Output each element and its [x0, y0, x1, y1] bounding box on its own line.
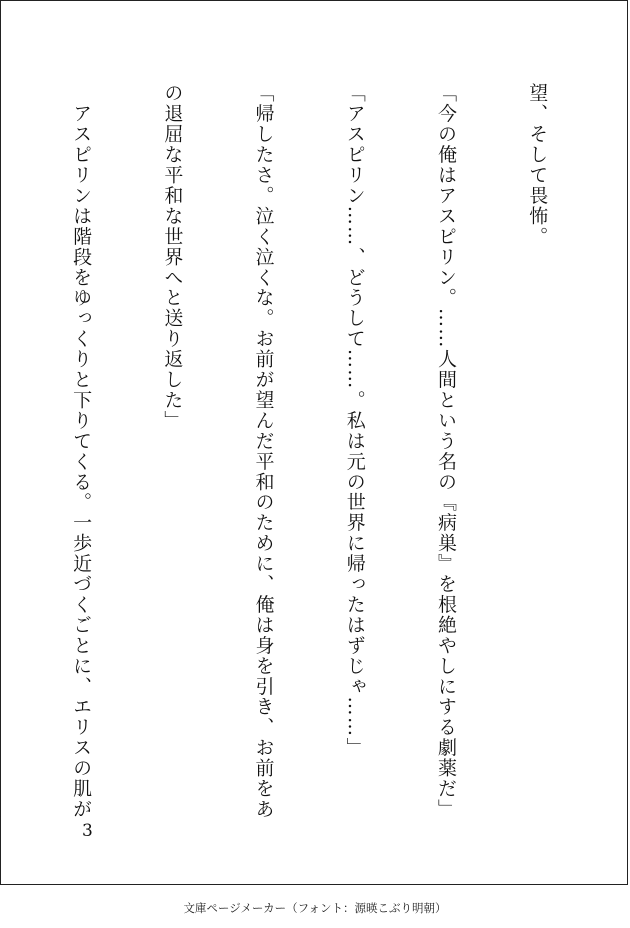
- text-column: 「アスピリン……、どうして……。私は元の世界に帰ったはずじゃ……」: [343, 83, 366, 758]
- footer-credit: 文庫ページメーカー（フォント：源暎こぶり明朝）: [183, 901, 447, 915]
- text-column: 望、そして畏怖。: [526, 83, 549, 247]
- text-column: 「今の俺はアスピリン。……人間という名の『病巣』を根絶やしにする劇薬だ」: [434, 83, 457, 820]
- text-column: アスピリンは階段をゆっくりと下りてくる。一歩近づくごとに、エリスの肌が: [70, 83, 93, 820]
- text-column: [0, 83, 5, 803]
- text-column: 「帰したさ。泣く泣くな。お前が望んだ平和のために、俺は身を引き、お前をあ: [252, 83, 275, 820]
- vertical-body-text: [0, 83, 613, 820]
- text-column: の退屈な平和な世界へと送り返した」: [161, 83, 184, 431]
- page-number: 3: [82, 821, 93, 841]
